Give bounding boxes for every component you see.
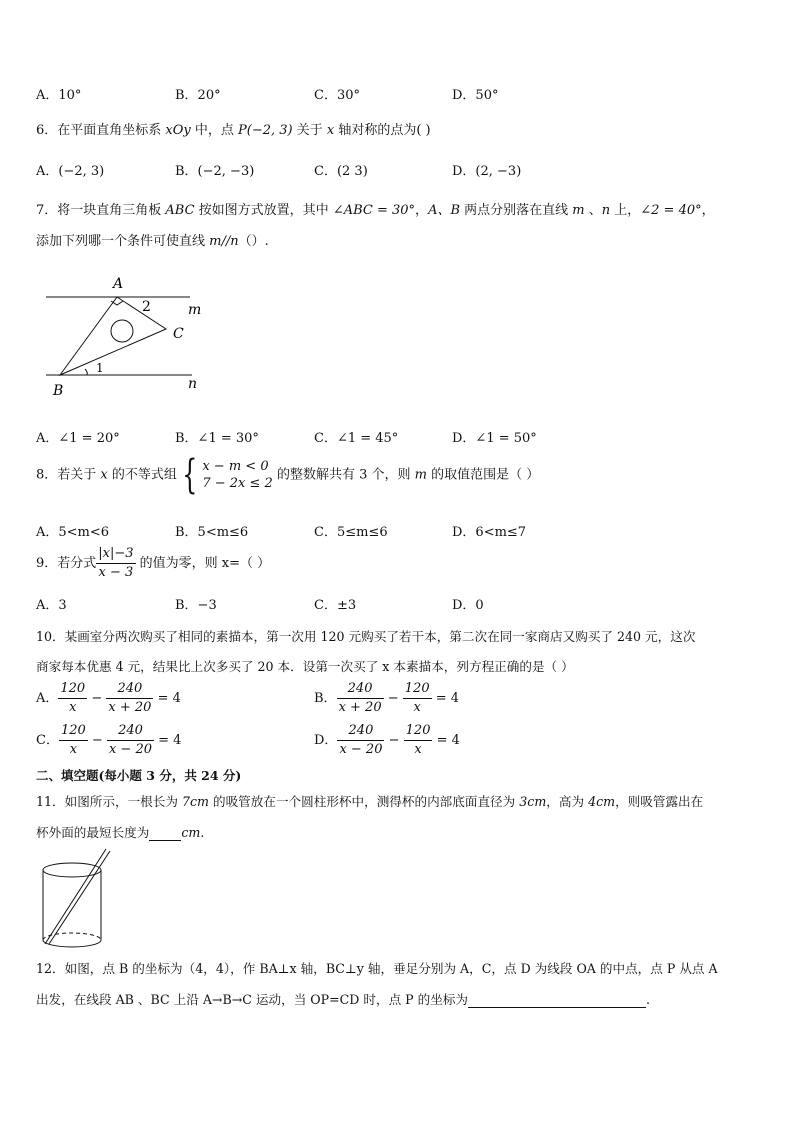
section-2-heading: 二、填空题(每小题 3 分，共 24 分) <box>36 768 242 783</box>
q10-c-frac-1 <box>59 722 88 759</box>
q9-option-b: B．−3 <box>175 598 217 613</box>
q8-text: 的取值范围是（ ） <box>426 467 540 483</box>
q8-option-c: C．5≤m≤6 <box>314 525 388 540</box>
q6-option-a: A．(−2, 3) <box>36 164 105 179</box>
q11-unit: cm <box>181 825 201 840</box>
q7-text: ， <box>701 203 715 218</box>
q7-parallel: m//n <box>209 234 239 249</box>
q6-text: 中，点 <box>190 123 239 138</box>
question-10-line-2: 商家每本优惠 4 元，结果比上次多买了 20 本．设第一次买了 x 本素描本，列方程正确的是（ ） <box>36 659 574 674</box>
q9-denominator: x − 3 <box>98 565 134 580</box>
q11-text: . <box>200 825 205 840</box>
rhs: = 4 <box>435 691 460 706</box>
q10-a-frac-1 <box>58 680 87 717</box>
q11-cup-figure <box>40 846 112 950</box>
question-6 <box>36 119 431 138</box>
q5-option-d: D．50° <box>452 88 499 103</box>
q10-d-frac-2 <box>404 722 433 759</box>
rhs: = 4 <box>157 691 181 706</box>
q9-text: 9．若分式 <box>36 556 97 571</box>
q8-inequality-1: x − m < 0 <box>202 459 269 474</box>
question-7-line-1 <box>36 199 715 218</box>
numerator: 120 <box>403 680 432 699</box>
q8-option-a: A．5<m<6 <box>36 525 110 540</box>
label-c: C <box>173 326 184 342</box>
q6-option-c: C．(2 3) <box>314 164 368 179</box>
numerator: 120 <box>59 722 88 741</box>
label-a: A <box>113 276 124 292</box>
q9-fraction <box>96 545 135 582</box>
q6-text: 6．在平面直角坐标系 <box>36 123 166 138</box>
q8-option-b: B．5<m≤6 <box>175 525 249 540</box>
q10-c-frac-2 <box>107 722 154 759</box>
label-angle-1: 1 <box>96 361 104 375</box>
q7-text: （）. <box>238 234 269 249</box>
angle-1-arc <box>85 369 87 375</box>
q7-points: A、B <box>428 203 461 218</box>
label-n: n <box>188 376 198 392</box>
q7-option-a: A．∠1 = 20° <box>36 431 120 446</box>
q7-figure <box>40 268 210 400</box>
triangle-hole <box>111 320 133 342</box>
q8-option-d: D．6<m≤7 <box>452 525 527 540</box>
q11-text: 11．如图所示，一根长为 <box>36 794 182 809</box>
numerator: 120 <box>58 680 87 699</box>
question-10-line-1: 10．某画室分两次购买了相同的素描本，第一次用 120 元购买了若干本，第二次在同一家商店又购买了 240 元，这次 <box>36 629 696 644</box>
q11-answer-blank[interactable] <box>149 825 181 841</box>
q9-option-a: A．3 <box>36 598 67 613</box>
q9-option-d: D．0 <box>452 598 484 613</box>
q7-text: 7．将一块直角三角板 <box>36 203 166 218</box>
denominator: x − 20 <box>339 742 383 757</box>
question-7-line-2 <box>36 230 269 249</box>
q7-line-n: n <box>601 203 611 218</box>
numerator: 240 <box>107 722 154 741</box>
label-angle-2: 2 <box>142 299 151 315</box>
numerator: 240 <box>106 680 153 699</box>
question-11-line-1 <box>36 791 703 810</box>
q8-inequality-2: 7 − 2x ≤ 2 <box>202 476 273 491</box>
q10-a-label: A． <box>36 691 59 706</box>
rhs: = 4 <box>436 733 460 748</box>
q11-text: 杯外面的最短长度为 <box>36 825 150 840</box>
q11-diameter: 3cm <box>519 794 547 809</box>
numerator: 240 <box>337 680 384 699</box>
q7-line-m: m <box>572 203 585 218</box>
q11-text: ，高为 <box>546 794 589 809</box>
question-8 <box>36 452 540 498</box>
q10-b-label: B． <box>314 691 337 706</box>
q10-option-b <box>314 680 459 717</box>
rhs: = 4 <box>158 733 182 748</box>
q10-option-d <box>314 722 460 759</box>
q9-text: 的值为零，则 x=（ ） <box>135 556 271 571</box>
q6-text: 轴对称的点为( ) <box>334 123 431 138</box>
q7-angle-2: ∠2 = 40° <box>640 203 702 218</box>
q11-height: 4cm <box>588 794 616 809</box>
q10-b-frac-2 <box>403 680 432 717</box>
denominator: x <box>413 700 421 715</box>
q8-inequality-system <box>202 458 272 492</box>
denominator: x + 20 <box>338 700 382 715</box>
q6-point: P(−2, 3) <box>238 123 293 138</box>
q8-brace: { <box>181 452 198 498</box>
question-9 <box>36 545 270 582</box>
q8-var-m: m <box>414 467 427 483</box>
operator: − <box>387 691 399 706</box>
q5-option-c: C．30° <box>314 88 360 103</box>
question-11-line-2 <box>36 822 204 841</box>
q11-text: ，则吸管露出在 <box>615 794 704 809</box>
q7-option-d: D．∠1 = 50° <box>452 431 537 446</box>
q6-text: 关于 <box>292 123 327 138</box>
q7-angle-abc: ∠ABC = 30° <box>332 203 416 218</box>
denominator: x <box>69 742 78 757</box>
q12-text: 出发，在线段 AB 、BC 上沿 A→B→C 运动，当 OP=CD 时，点 P 的坐标为 <box>36 992 469 1007</box>
numerator: 120 <box>404 722 433 741</box>
label-m: m <box>188 302 202 318</box>
q10-a-frac-2 <box>106 680 153 717</box>
denominator: x <box>414 742 422 757</box>
q9-numerator: |x|−3 <box>96 545 135 564</box>
denominator: x + 20 <box>108 700 152 715</box>
q7-text: 两点分别落在直线 <box>460 203 573 218</box>
q8-text: 的不等式组 <box>107 467 177 483</box>
q8-var-x: x <box>100 467 108 483</box>
q7-option-c: C．∠1 = 45° <box>314 431 399 446</box>
q12-text: . <box>646 992 651 1007</box>
q7-text: 添加下列哪一个条件可使直线 <box>36 234 210 249</box>
q6-axis: x <box>326 123 335 138</box>
q10-d-label: D． <box>314 733 338 748</box>
q10-option-a <box>36 680 181 717</box>
question-12-line-1: 12．如图，点 B 的坐标为（4，4），作 BA⊥x 轴，BC⊥y 轴，垂足分别为 A，C，点 D 为线段 OA 的中点，点 P 从点 A <box>36 961 718 976</box>
cup-bottom-front <box>43 940 101 947</box>
q7-text: ， <box>415 203 429 218</box>
q7-text: 、 <box>584 203 602 218</box>
q10-b-frac-1 <box>337 680 384 717</box>
numerator: 240 <box>337 722 384 741</box>
q5-option-b: B．20° <box>175 88 221 103</box>
q7-text: 上， <box>610 203 641 218</box>
operator: − <box>91 691 103 706</box>
q6-coord-system: xOy <box>165 123 191 138</box>
q8-text: 的整数解共有 3 个，则 <box>272 467 415 483</box>
denominator: x <box>69 700 77 715</box>
operator: − <box>91 733 103 748</box>
denominator: x − 20 <box>108 742 152 757</box>
q7-option-b: B．∠1 = 30° <box>175 431 259 446</box>
q7-text: 按如图方式放置，其中 <box>194 203 333 218</box>
operator: − <box>388 733 400 748</box>
q11-length: 7cm <box>181 794 209 809</box>
q8-text: 8．若关于 <box>36 467 101 483</box>
q9-option-c: C．±3 <box>314 598 357 613</box>
q10-option-c <box>36 722 181 759</box>
q10-d-frac-1 <box>337 722 384 759</box>
question-12-line-2 <box>36 989 650 1008</box>
q7-triangle-name: ABC <box>165 203 195 218</box>
q10-c-label: C． <box>36 733 59 748</box>
label-b: B <box>53 383 64 399</box>
q6-option-d: D．(2, −3) <box>452 164 522 179</box>
q11-text: 的吸管放在一个圆柱形杯中，测得杯的内部底面直径为 <box>208 794 520 809</box>
q6-option-b: B．(−2, −3) <box>175 164 255 179</box>
q5-option-a: A．10° <box>36 88 82 103</box>
q12-answer-blank[interactable] <box>468 992 646 1008</box>
